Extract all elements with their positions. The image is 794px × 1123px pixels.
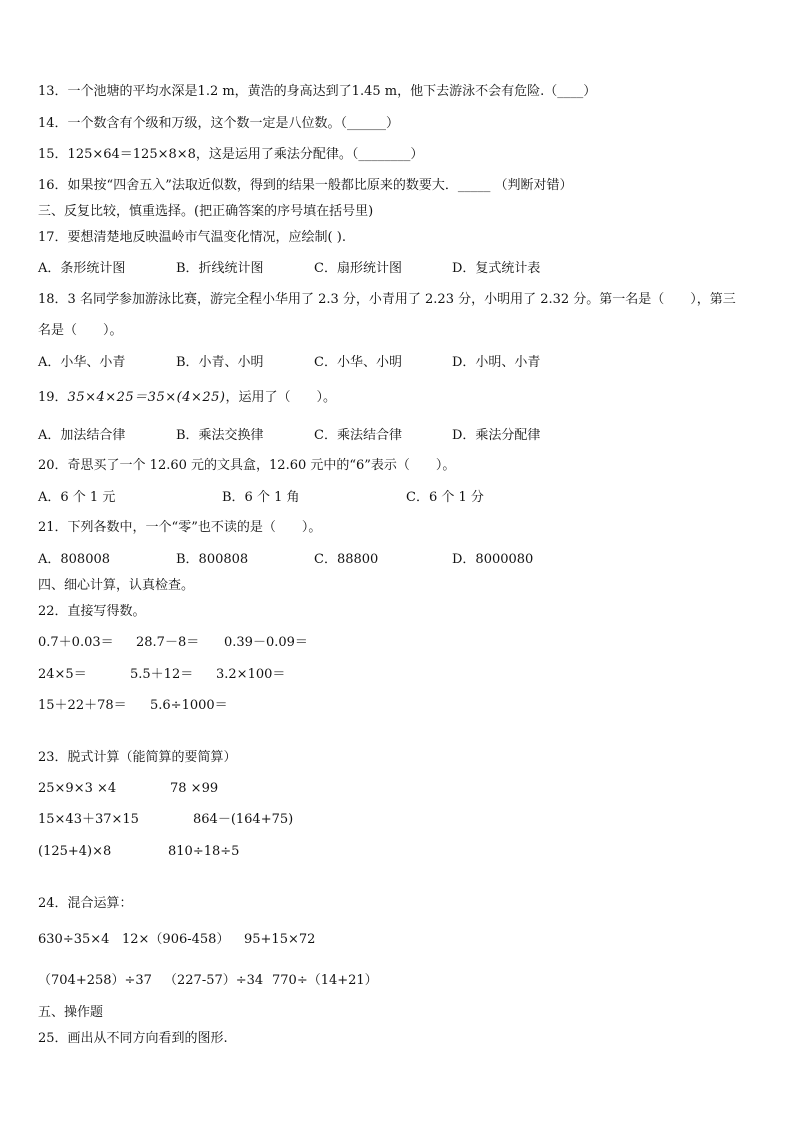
question-20-options — [38, 489, 758, 507]
question-15: 15．125×64＝125×8×8，这是运用了乘法分配律。（________） — [38, 147, 424, 162]
expression: 28.7－8＝ — [136, 635, 200, 650]
expression: 3.2×100＝ — [216, 667, 286, 682]
question-13: 13．一个池塘的平均水深是1.2 m，黄浩的身高达到了1.45 m，他下去游泳不会有危险.（____） — [38, 84, 597, 99]
section-4-heading: 四、细心计算，认真检查。 — [38, 578, 195, 593]
question-14: 14．一个数含有个级和万级，这个数一定是八位数。（______） — [38, 116, 400, 131]
option-a: A．6 个 1 元 — [38, 490, 116, 505]
option-c: C．乘法结合律 — [314, 428, 402, 443]
option-c: C．扇形统计图 — [314, 261, 402, 276]
option-c: C．88800 — [314, 552, 379, 567]
option-a: A．加法结合律 — [38, 428, 126, 443]
option-a: A．小华、小青 — [38, 355, 126, 370]
expression: 0.7＋0.03＝ — [38, 635, 114, 650]
expression: (125+4)×8 — [38, 844, 112, 859]
section-5-heading: 五、操作题 — [38, 1005, 104, 1020]
expression: 630÷35×4 — [38, 932, 110, 947]
question-19-tail: ，运用了（ ）。 — [225, 390, 336, 405]
option-a: A．条形统计图 — [38, 261, 126, 276]
option-b: B．乘法交换律 — [176, 428, 264, 443]
expression: （227-57）÷34 — [164, 973, 264, 988]
expression: 810÷18÷5 — [168, 844, 240, 859]
question-19-number: 19． — [38, 390, 68, 405]
expression: 0.39－0.09＝ — [224, 635, 308, 650]
option-d: D．8000080 — [452, 552, 534, 567]
option-c: C．小华、小明 — [314, 355, 402, 370]
section-3-heading: 三、反复比较，慎重选择。(把正确答案的序号填在括号里) — [38, 204, 374, 219]
question-21-options — [38, 551, 758, 569]
question-23-row-1 — [38, 780, 758, 798]
expression: 5.6÷1000＝ — [150, 698, 228, 713]
question-22-title: 22．直接写得数。 — [38, 604, 146, 619]
question-23-row-3 — [38, 843, 758, 861]
expression: 15×43＋37×15 — [38, 812, 139, 827]
formula: 35×4×25＝35×(4×25) — [67, 390, 226, 405]
question-17-options — [38, 260, 758, 278]
option-d: D．乘法分配律 — [452, 428, 541, 443]
question-18-stem-line1: 18．3 名同学参加游泳比赛，游完全程小华用了 2.3 分，小青用了 2.23 分，小明用了 2.32 分。第一名是（ ），第三 — [38, 292, 736, 307]
question-20-stem: 20．奇思买了一个 12.60 元的文具盒，12.60 元中的“6”表示（ ）。 — [38, 458, 456, 473]
option-b: B．800808 — [176, 552, 249, 567]
expression: 12×（906-458） — [122, 932, 230, 947]
question-22-row-2 — [38, 666, 758, 684]
question-17-stem: 17．要想清楚地反映温岭市气温变化情况，应绘制( ). — [38, 230, 346, 245]
expression: 5.5＋12＝ — [130, 667, 194, 682]
question-23-row-2 — [38, 811, 758, 829]
question-16: 16．如果按“四舍五入”法取近似数，得到的结果一般都比原来的数要大．_____ （判断对错） — [38, 178, 573, 193]
option-d: D．小明、小青 — [452, 355, 541, 370]
expression: 25×9×3 ×4 — [38, 781, 117, 796]
question-25: 25．画出从不同方向看到的图形. — [38, 1031, 228, 1046]
expression: 24×5＝ — [38, 667, 87, 682]
option-c: C．6 个 1 分 — [406, 490, 484, 505]
question-24-title: 24．混合运算： — [38, 896, 133, 911]
expression: 15＋22＋78＝ — [38, 698, 127, 713]
expression: 78 ×99 — [170, 781, 219, 796]
expression: 770÷（14+21） — [272, 973, 378, 988]
question-24-row-2 — [38, 972, 758, 990]
option-b: B．小青、小明 — [176, 355, 264, 370]
option-b: B．折线统计图 — [176, 261, 264, 276]
option-a: A．808008 — [38, 552, 111, 567]
expression: （704+258）÷37 — [38, 973, 152, 988]
expression: 95+15×72 — [244, 932, 316, 947]
question-24-row-1 — [38, 931, 758, 949]
option-b: B．6 个 1 角 — [222, 490, 300, 505]
question-18-options — [38, 354, 758, 372]
option-d: D．复式统计表 — [452, 261, 541, 276]
question-19-options — [38, 427, 758, 445]
question-21-stem: 21．下列各数中，一个“零”也不读的是（ ）。 — [38, 520, 322, 535]
question-18-stem-line2: 名是（ ）。 — [38, 323, 123, 338]
question-23-title: 23．脱式计算（能简算的要简算） — [38, 750, 237, 765]
question-22-row-1 — [38, 634, 758, 652]
expression: 864－(164+75) — [193, 812, 294, 827]
question-22-row-3 — [38, 697, 758, 715]
question-19-stem — [38, 389, 336, 407]
